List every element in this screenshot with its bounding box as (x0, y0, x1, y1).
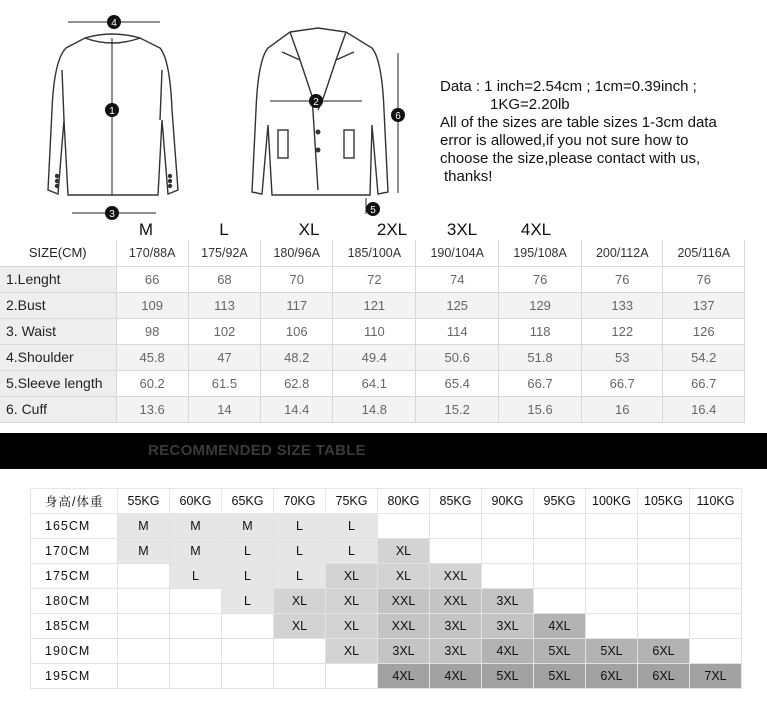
size-cell (430, 539, 482, 564)
note-line-3: All of the sizes are table sizes 1-3cm data (440, 114, 717, 131)
height-label: 190CM (31, 639, 118, 664)
table-cell: 66 (116, 266, 188, 292)
table-cell: 68 (188, 266, 260, 292)
size-col-header: 175/92A (188, 240, 260, 266)
table-cell: 76 (663, 266, 745, 292)
size-cell: M (170, 539, 222, 564)
size-cell: XL (326, 564, 378, 589)
size-cell: 5XL (534, 664, 586, 689)
table-cell: 114 (416, 318, 499, 344)
svg-text:4: 4 (111, 18, 117, 29)
size-chart-row (0, 370, 745, 396)
weight-header: 85KG (430, 489, 482, 514)
height-row (31, 614, 742, 639)
weight-header-row (31, 489, 742, 514)
size-cell: M (170, 514, 222, 539)
size-cell (274, 639, 326, 664)
table-cell: 53 (582, 344, 663, 370)
size-cell: XL (274, 589, 326, 614)
size-cell: 4XL (534, 614, 586, 639)
size-cell: L (326, 539, 378, 564)
weight-header: 75KG (326, 489, 378, 514)
size-cell: L (326, 514, 378, 539)
size-chart-row (0, 344, 745, 370)
table-cell: 74 (416, 266, 499, 292)
size-cell: M (222, 514, 274, 539)
size-cell (482, 514, 534, 539)
size-cell: L (222, 564, 274, 589)
size-cell: 7XL (690, 664, 742, 689)
size-cell (690, 539, 742, 564)
table-cell: 62.8 (261, 370, 333, 396)
table-cell: 64.1 (333, 370, 416, 396)
size-cell: L (274, 539, 326, 564)
table-cell: 98 (116, 318, 188, 344)
svg-text:6: 6 (395, 111, 401, 122)
size-chart-table (0, 240, 745, 423)
table-cell: 109 (116, 292, 188, 318)
size-cell (690, 514, 742, 539)
size-cell (118, 664, 170, 689)
size-col-header: 200/112A (582, 240, 663, 266)
table-cell: 125 (416, 292, 499, 318)
height-label: 185CM (31, 614, 118, 639)
svg-text:5: 5 (370, 205, 376, 216)
note-line-6: thanks! (444, 168, 493, 185)
height-row (31, 589, 742, 614)
size-cell (534, 589, 586, 614)
size-cell: M (118, 514, 170, 539)
table-cell: 50.6 (416, 344, 499, 370)
table-cell: 51.8 (499, 344, 582, 370)
size-letter: L (219, 220, 229, 239)
size-cell (638, 614, 690, 639)
note-line-2: 1KG=2.20lb (490, 96, 570, 113)
height-row (31, 514, 742, 539)
size-col-header: 180/96A (261, 240, 333, 266)
size-cell (638, 564, 690, 589)
size-cell: XXL (430, 564, 482, 589)
table-cell: 66.7 (663, 370, 745, 396)
size-cell (586, 589, 638, 614)
table-cell: 113 (188, 292, 260, 318)
recommended-size-table (30, 488, 742, 689)
height-label: 195CM (31, 664, 118, 689)
measurement-note (440, 78, 760, 186)
table-cell: 106 (261, 318, 333, 344)
size-cell (482, 564, 534, 589)
size-cell: L (222, 589, 274, 614)
size-cell (534, 539, 586, 564)
jacket-front-illustration (252, 28, 388, 195)
size-col-header: 185/100A (333, 240, 416, 266)
size-cell (638, 514, 690, 539)
marker-2 (309, 94, 323, 108)
size-col-header: 190/104A (416, 240, 499, 266)
weight-header: 95KG (534, 489, 586, 514)
row-label: 5.Sleeve length (0, 370, 116, 396)
height-label: 180CM (31, 589, 118, 614)
table-cell: 72 (333, 266, 416, 292)
size-col-header: 205/116A (663, 240, 745, 266)
size-cell: 3XL (482, 589, 534, 614)
size-cell (638, 539, 690, 564)
size-cell: XL (326, 639, 378, 664)
table-cell: 66.7 (499, 370, 582, 396)
table-cell: 122 (582, 318, 663, 344)
table-cell: 16.4 (663, 396, 745, 422)
size-cell (430, 514, 482, 539)
size-cell: XXL (378, 614, 430, 639)
table-cell: 76 (499, 266, 582, 292)
size-cell (690, 564, 742, 589)
size-cell (118, 564, 170, 589)
size-cell (586, 539, 638, 564)
height-row (31, 664, 742, 689)
size-cell (638, 589, 690, 614)
size-chart-row (0, 396, 745, 422)
weight-header: 80KG (378, 489, 430, 514)
size-cell (534, 564, 586, 589)
size-cell (482, 539, 534, 564)
note-line-4: error is allowed,if you not sure how to (440, 132, 689, 149)
size-cell (326, 664, 378, 689)
table-cell: 13.6 (116, 396, 188, 422)
table-cell: 129 (499, 292, 582, 318)
size-cell (690, 589, 742, 614)
size-cell: XL (378, 539, 430, 564)
size-cell: L (170, 564, 222, 589)
table-cell: 118 (499, 318, 582, 344)
size-cell: 3XL (430, 639, 482, 664)
weight-header: 105KG (638, 489, 690, 514)
banner-title: RECOMMENDED SIZE TABLE (148, 442, 366, 459)
table-cell: 14.4 (261, 396, 333, 422)
table-cell: 49.4 (333, 344, 416, 370)
marker-3 (105, 206, 119, 220)
size-cell (586, 564, 638, 589)
weight-header: 60KG (170, 489, 222, 514)
size-cell: XXL (430, 589, 482, 614)
table-cell: 48.2 (261, 344, 333, 370)
size-cell (118, 614, 170, 639)
height-row (31, 539, 742, 564)
corner-label: 身高/体重 (31, 489, 118, 514)
table-cell: 102 (188, 318, 260, 344)
size-letter: 4XL (520, 220, 552, 239)
weight-header: 65KG (222, 489, 274, 514)
table-cell: 61.5 (188, 370, 260, 396)
table-cell: 14.8 (333, 396, 416, 422)
size-cell: L (274, 514, 326, 539)
size-cell (534, 514, 586, 539)
weight-header: 70KG (274, 489, 326, 514)
table-cell: 15.6 (499, 396, 582, 422)
table-cell: 110 (333, 318, 416, 344)
size-chart-row (0, 318, 745, 344)
table-cell: 65.4 (416, 370, 499, 396)
height-label: 170CM (31, 539, 118, 564)
weight-header: 90KG (482, 489, 534, 514)
size-cell (170, 589, 222, 614)
table-cell: 117 (261, 292, 333, 318)
size-letter: M (138, 220, 154, 239)
weight-header: 55KG (118, 489, 170, 514)
size-cell: XL (326, 614, 378, 639)
size-cell (118, 639, 170, 664)
size-cell: XXL (378, 589, 430, 614)
height-row (31, 639, 742, 664)
table-cell: 54.2 (663, 344, 745, 370)
marker-5 (366, 202, 380, 216)
size-cell: 6XL (586, 664, 638, 689)
size-cell (222, 664, 274, 689)
table-cell: 16 (582, 396, 663, 422)
table-cell: 137 (663, 292, 745, 318)
size-cell: L (222, 539, 274, 564)
size-cell: 3XL (482, 614, 534, 639)
size-cell: 3XL (378, 639, 430, 664)
weight-header: 110KG (690, 489, 742, 514)
row-label: 6. Cuff (0, 396, 116, 422)
size-cell: 3XL (430, 614, 482, 639)
size-chart-row (0, 266, 745, 292)
table-cell: 76 (582, 266, 663, 292)
size-cell (378, 514, 430, 539)
svg-text:3: 3 (109, 209, 115, 220)
size-letter: 2XL (376, 220, 408, 239)
table-cell: 15.2 (416, 396, 499, 422)
size-cell (586, 514, 638, 539)
size-cell (170, 614, 222, 639)
size-cell (170, 639, 222, 664)
marker-1 (105, 103, 119, 117)
size-chart-row (0, 292, 745, 318)
size-cell (170, 664, 222, 689)
svg-text:2: 2 (313, 97, 319, 108)
row-label: 1.Lenght (0, 266, 116, 292)
size-cell: 5XL (586, 639, 638, 664)
height-label: 165CM (31, 514, 118, 539)
marker-6 (391, 108, 405, 122)
size-cell: L (274, 564, 326, 589)
size-col-header: 170/88A (116, 240, 188, 266)
size-letter-row (0, 220, 767, 240)
weight-header: 100KG (586, 489, 638, 514)
note-line-1: Data : 1 inch=2.54cm ; 1cm=0.39inch ; (440, 78, 697, 95)
size-cell: M (118, 539, 170, 564)
size-cell: XL (378, 564, 430, 589)
row-label: 4.Shoulder (0, 344, 116, 370)
jacket-measurement-diagram (0, 0, 430, 225)
size-chart-header (0, 240, 745, 266)
size-cell: 6XL (638, 639, 690, 664)
size-diagram-section (0, 0, 767, 240)
size-cell: 6XL (638, 664, 690, 689)
height-row (31, 564, 742, 589)
table-cell: 133 (582, 292, 663, 318)
table-cell: 126 (663, 318, 745, 344)
size-cell (690, 614, 742, 639)
size-cell: 5XL (482, 664, 534, 689)
table-cell: 66.7 (582, 370, 663, 396)
table-cell: 47 (188, 344, 260, 370)
size-cell (690, 639, 742, 664)
size-cell: 5XL (534, 639, 586, 664)
table-cell: 14 (188, 396, 260, 422)
size-cell: 4XL (482, 639, 534, 664)
table-cell: 70 (261, 266, 333, 292)
height-label: 175CM (31, 564, 118, 589)
size-cell (222, 639, 274, 664)
size-cell (222, 614, 274, 639)
table-cell: 60.2 (116, 370, 188, 396)
size-header-label: SIZE(CM) (0, 240, 116, 266)
row-label: 3. Waist (0, 318, 116, 344)
svg-text:1: 1 (109, 106, 115, 117)
recommended-size-banner (0, 433, 767, 469)
size-cell: XL (326, 589, 378, 614)
size-cell (118, 589, 170, 614)
size-letter: XL (298, 220, 320, 239)
note-line-5: choose the size,please contact with us, (440, 150, 701, 167)
row-label: 2.Bust (0, 292, 116, 318)
table-cell: 45.8 (116, 344, 188, 370)
size-cell (274, 664, 326, 689)
marker-4 (107, 15, 121, 29)
size-col-header: 195/108A (499, 240, 582, 266)
size-cell (586, 614, 638, 639)
size-cell: 4XL (378, 664, 430, 689)
size-cell: XL (274, 614, 326, 639)
table-cell: 121 (333, 292, 416, 318)
size-letter: 3XL (446, 220, 478, 239)
size-cell: 4XL (430, 664, 482, 689)
